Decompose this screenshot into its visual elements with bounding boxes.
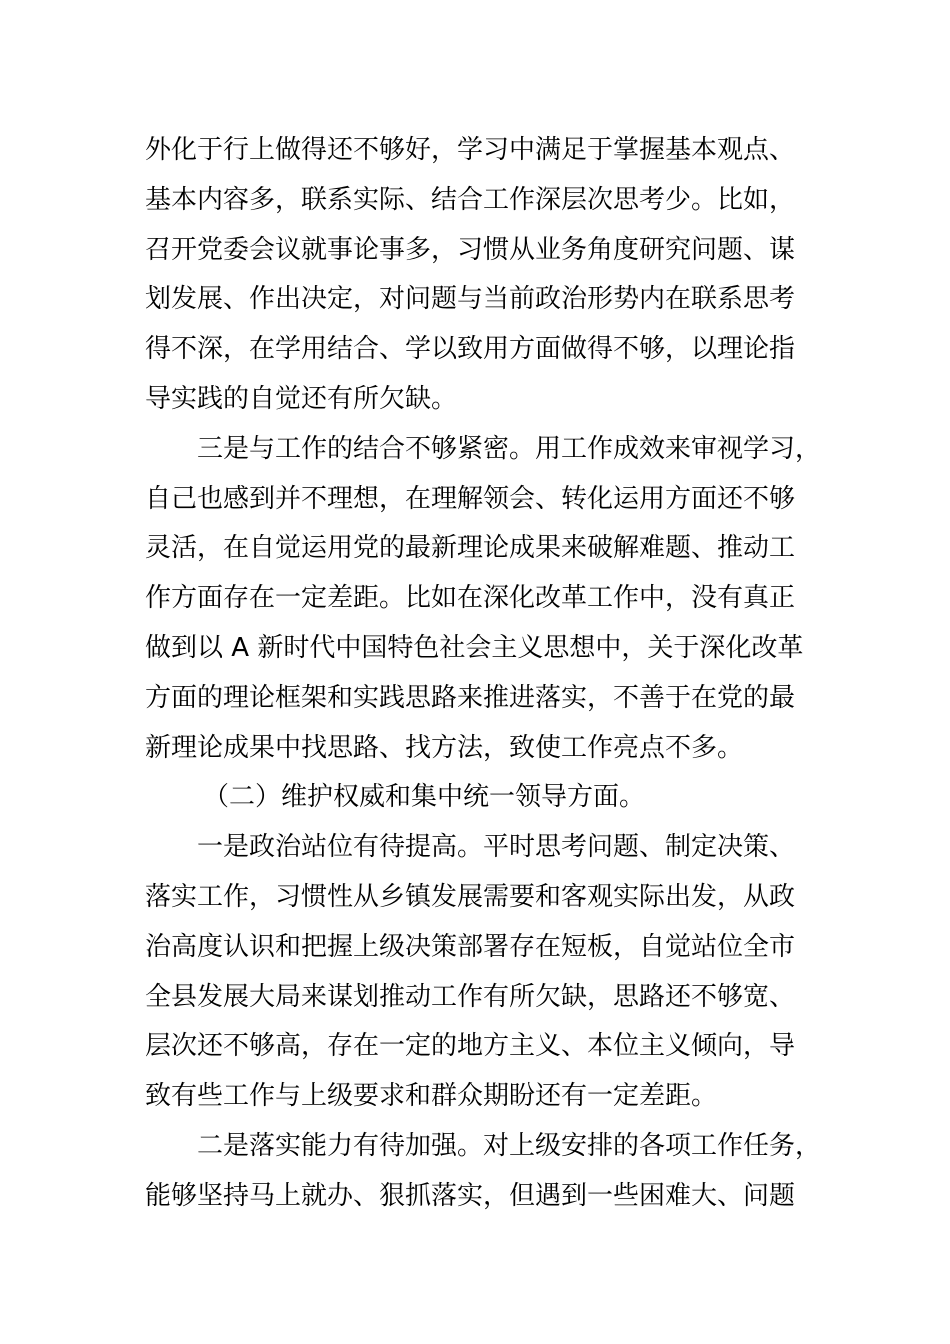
text-line: 全县发展大局来谋划推动工作有所欠缺，思路还不够宽、	[145, 981, 796, 1012]
body-text	[145, 126, 835, 1222]
text-line: 自己也感到并不理想，在理解领会、转化运用方面还不够	[145, 483, 796, 514]
text-line: 划发展、作出决定，对问题与当前政治形势内在联系思考	[145, 284, 796, 315]
text-line: 能够坚持马上就办、狠抓落实，但遇到一些困难大、问题	[145, 1180, 796, 1211]
text-line: 导实践的自觉还有所欠缺。	[145, 383, 458, 414]
text-line: 治高度认识和把握上级决策部署存在短板，自觉站位全市	[145, 931, 796, 962]
text-line: 做到以 A 新时代中国特色社会主义思想中，关于深化改革	[145, 632, 804, 663]
text-line: 作方面存在一定差距。比如在深化改革工作中，没有真正	[145, 583, 796, 614]
text-line: 得不深，在学用结合、学以致用方面做得不够，以理论指	[145, 334, 796, 365]
text-line: 新理论成果中找思路、找方法，致使工作亮点不多。	[145, 732, 744, 763]
text-line: 方面的理论框架和实践思路来推进落实，不善于在党的最	[145, 682, 796, 713]
text-line: 层次还不够高，存在一定的地方主义、本位主义倾向，导	[145, 1031, 796, 1062]
paragraph-start-line: 三是与工作的结合不够紧密。用工作成效来审视学习，	[197, 433, 822, 464]
text-line: 外化于行上做得还不够好，学习中满足于掌握基本观点、	[145, 135, 796, 165]
text-line: 召开党委会议就事论事多，习惯从业务角度研究问题、谋	[145, 234, 796, 265]
text-line: 致有些工作与上级要求和群众期盼还有一定差距。	[145, 1081, 718, 1112]
paragraph-start-line: 一是政治站位有待提高。平时思考问题、制定决策、	[197, 832, 796, 863]
text-line: 基本内容多，联系实际、结合工作深层次思考少。比如，	[145, 184, 796, 215]
section-heading: （二）维护权威和集中统一领导方面。	[203, 782, 646, 813]
text-line: 灵活，在自觉运用党的最新理论成果来破解难题、推动工	[145, 533, 796, 564]
text-line: 落实工作，习惯性从乡镇发展需要和客观实际出发，从政	[145, 881, 796, 912]
paragraph-start-line: 二是落实能力有待加强。对上级安排的各项工作任务，	[197, 1130, 822, 1161]
